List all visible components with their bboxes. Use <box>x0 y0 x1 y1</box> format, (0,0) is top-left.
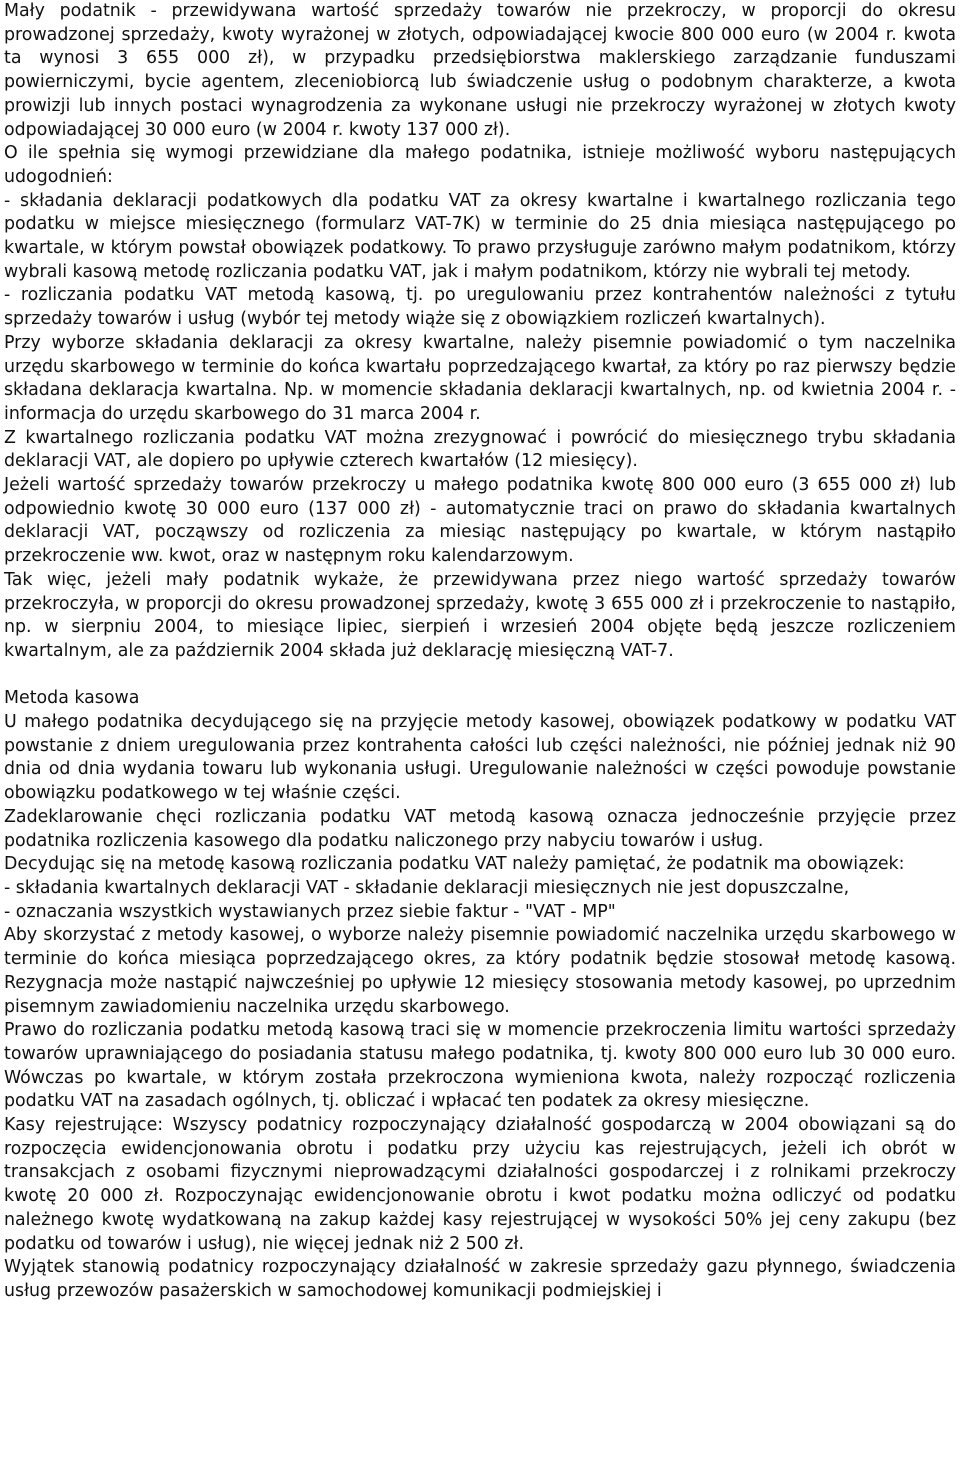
paragraph-cash-method-loss: Prawo do rozliczania podatku metodą kasową traci się w momencie przekroczenia limitu wartości sprzedaży towarów uprawniającego do posiadania statusu małego podatnika, tj. kwoty 800 000 euro lub 30 000 euro. Wówczas po kwartale, w którym została przekroczona wymieniona kwota, należy rozpocząć rozliczenia podatku VAT na zasadach ogólnych, tj. obliczać i wpłacać ten podatek za okresy miesięczne. <box>4 1020 956 1112</box>
paragraph-quarterly-declarations: - składania deklaracji podatkowych dla podatku VAT za okresy kwartalne i kwartalnego rozliczania tego podatku w miejsce miesięcznego (formularz VAT-7K) w terminie do 25 dnia miesiąca następującego po kwartale, w którym powstał obowiązek podatkowy. To prawo przysługuje zarówno małym podatnikom, którzy wybrali kasową metodę rozliczania podatku VAT, jak i małym podatnikom, którzy nie wybrali tej metody. <box>4 190 956 282</box>
paragraph-facilities-intro: O ile spełnia się wymogi przewidziane dla małego podatnika, istnieje możliwość wyboru następujących udogodnień: <box>4 143 956 187</box>
paragraph-cash-method-option: - rozliczania podatku VAT metodą kasową, tj. po uregulowaniu przez kontrahentów należności z tytułu sprzedaży towarów i usług (wybór tej metody wiąże się z obowiązkiem rozliczeń kwartalnych). <box>4 285 956 330</box>
paragraph-cash-method-declaration: Zadeklarowanie chęci rozliczania podatku VAT metodą kasową oznacza jednocześnie przyjęcie przez podatnika rozliczenia kasowego dla podatku naliczonego przy nabyciu towarów i usług. <box>4 806 956 851</box>
blank-line <box>4 664 956 688</box>
paragraph-cash-registers: Kasy rejestrujące: Wszyscy podatnicy rozpoczynający działalność gospodarczą w 2004 obowiązani są do rozpoczęcia ewidencjonowania obrotu i podatku przy użyciu kas rejestrujących, jeżeli ich obrót w transakcjach z osobami fizycznymi nieprowadzącymi działalności gospodarczej i z rolnikami przekroczy kwotę 20 000 zł. Rozpoczynając ewidencjonowanie obrotu i kwot podatku można odliczyć od podatku należnego kwotę wydatkowaną na zakup każdej kasy rejestrującej w wysokości 50% jej ceny zakupu (bez podatku od towarów i usług), nie więcej jednak niż 2 500 zł. <box>4 1115 956 1254</box>
paragraph-limit-exceeded: Jeżeli wartość sprzedaży towarów przekroczy u małego podatnika kwotę 800 000 euro (3 655 000 zł) lub odpowiednio kwotę 30 000 euro (137 000 zł) - automatycznie traci on prawo do składania kwartalnych deklaracji VAT, począwszy od rozliczenia za miesiąc następujący po kwartale, w którym nastąpiło przekroczenie ww. kwot, oraz w następnym roku kalendarzowym. <box>4 475 956 567</box>
paragraph-obligations-intro: Decydując się na metodę kasową rozliczania podatku VAT należy pamiętać, że podatnik ma obowiązek: <box>4 854 905 875</box>
document-page <box>4 0 956 1304</box>
paragraph-small-taxpayer-definition: Mały podatnik - przewidywana wartość sprzedaży towarów nie przekroczy, w proporcji do okresu prowadzonej sprzedaży, kwoty wyrażonej w złotych, odpowiadającej kwocie 800 000 euro (w 2004 r. kwota ta wynosi 3 655 000 zł), w przypadku przedsiębiorstwa maklerskiego zarządzanie funduszami powierniczymi, bycie agentem, zleceniobiorcą lub świadczenie usług o podobnym charakterze, a kwota prowizji lub innych postaci wynagrodzenia za wykonane usługi nie przekroczy wyrażonej w złotych kwoty odpowiadającej 30 000 euro (w 2004 r. kwoty 137 000 zł). <box>4 1 956 140</box>
section-heading: Metoda kasowa <box>4 688 140 709</box>
paragraph-cash-method-obligation: U małego podatnika decydującego się na przyjęcie metody kasowej, obowiązek podatkowy w podatku VAT powstanie z dniem uregulowania przez kontrahenta całości lub części należności, nie później jednak niż 90 dnia od dnia wydania towaru lub wykonania usługi. Uregulowanie należności w części powoduje powstanie obowiązku podatkowego w tej właśnie części. <box>4 712 956 804</box>
paragraph-obligation-quarterly: - składania kwartalnych deklaracji VAT - składanie deklaracji miesięcznych nie jest dopuszczalne, <box>4 878 850 898</box>
paragraph-quarterly-notification: Przy wyborze składania deklaracji za okresy kwartalne, należy pisemnie powiadomić o tym naczelnika urzędu skarbowego w terminie do końca kwartału poprzedzającego kwartał, za który po raz pierwszy będzie składana deklaracja kwartalna. Np. w momencie składania deklaracji kwartalnych, np. od kwietnia 2004 r. - informacja do urzędu skarbowego do 31 marca 2004 r. <box>4 332 956 424</box>
paragraph-exceptions: Wyjątek stanowią podatnicy rozpoczynający działalność w zakresie sprzedaży gazu płynnego, świadczenia usług przewozów pasażerskich w samochodowej komunikacji podmiejskiej i <box>4 1257 956 1301</box>
paragraph-example: Tak więc, jeżeli mały podatnik wykaże, że przewidywana przez niego wartość sprzedaży towarów przekroczyła, w proporcji do okresu prowadzonej sprzedaży, kwotę 3 655 000 zł i przekroczenie to nastąpiło, np. w sierpniu 2004, to miesiące lipiec, sierpień i wrzesień 2004 objęte będą jeszcze rozliczeniem kwartalnym, ale za październik 2004 składa już deklarację miesięczną VAT-7. <box>4 569 956 661</box>
paragraph-obligation-invoices: - oznaczania wszystkich wystawianych przez siebie faktur - "VAT - MP" <box>4 901 616 922</box>
paragraph-cash-method-notification: Aby skorzystać z metody kasowej, o wyborze należy pisemnie powiadomić naczelnika urzędu skarbowego w terminie do końca miesiąca poprzedzającego okres, za który podatnik będzie stosował metodę kasową. Rezygnacja może nastąpić najwcześniej po upływie 12 miesięcy stosowania metody kasowej, po uprzednim pisemnym zawiadomieniu naczelnika urzędu skarbowego. <box>4 925 956 1017</box>
paragraph-quarterly-resignation: Z kwartalnego rozliczania podatku VAT można zrezygnować i powrócić do miesięcznego trybu składania deklaracji VAT, ale dopiero po upływie czterech kwartałów (12 miesięcy). <box>4 427 956 472</box>
